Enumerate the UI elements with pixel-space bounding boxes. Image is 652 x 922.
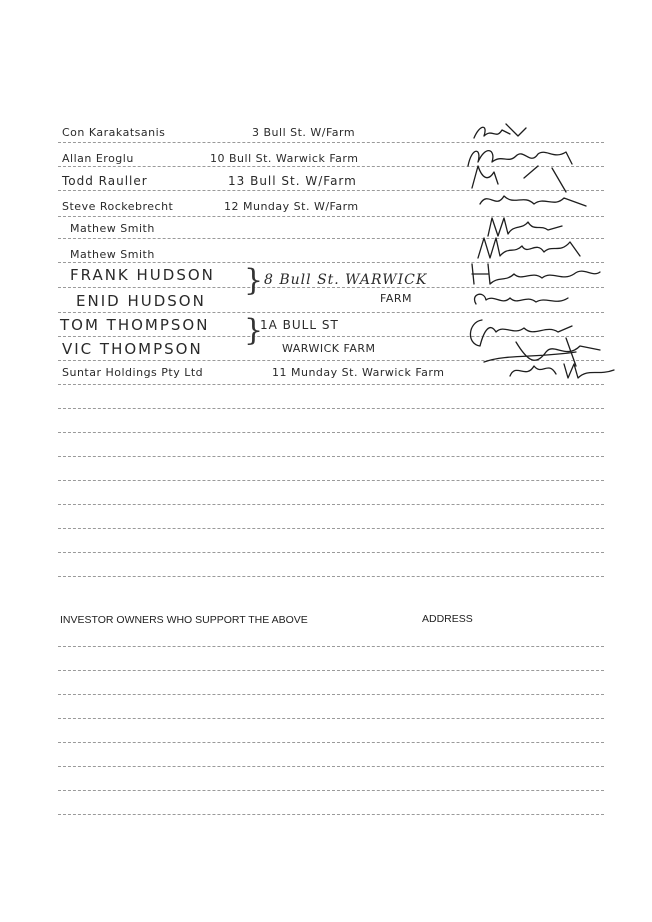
entry-address: 3 Bull St. W/Farm — [252, 126, 356, 139]
ruled-line — [58, 646, 604, 647]
ruled-line — [58, 670, 604, 671]
entry-name: ENID HUDSON — [76, 292, 206, 310]
ruled-line — [58, 384, 604, 385]
entry-name: Allan Eroglu — [62, 152, 134, 165]
address-heading: ADDRESS — [422, 613, 473, 625]
investor-owners-heading: INVESTOR OWNERS WHO SUPPORT THE ABOVE — [60, 614, 308, 626]
entry-address: 10 Bull St. Warwick Farm — [210, 152, 359, 165]
ruled-line — [58, 456, 604, 457]
entry-address: 12 Munday St. W/Farm — [224, 200, 359, 213]
group-address: 8 Bull St. WARWICK — [264, 272, 428, 288]
entry-address: 11 Munday St. Warwick Farm — [272, 366, 445, 379]
ruled-line — [58, 576, 604, 577]
entry-name: Suntar Holdings Pty Ltd — [62, 366, 204, 379]
entry-name: Mathew Smith — [70, 222, 155, 235]
entry-name: VIC THOMPSON — [62, 340, 203, 358]
ruled-line — [58, 766, 604, 767]
ruled-line — [58, 790, 604, 791]
ruled-line — [58, 432, 604, 433]
group-address: FARM — [380, 292, 412, 305]
ruled-line — [58, 528, 604, 529]
ruled-line — [58, 408, 604, 409]
entry-name: Steve Rockebrecht — [62, 200, 174, 213]
group-address: WARWICK FARM — [282, 342, 376, 355]
entry-name: Mathew Smith — [70, 248, 155, 261]
entry-name: FRANK HUDSON — [70, 266, 215, 284]
entry-name: Con Karakatsanis — [62, 126, 166, 139]
entry-address: 13 Bull St. W/Farm — [228, 174, 357, 188]
group-brace: } — [244, 263, 264, 298]
group-brace: } — [244, 313, 264, 348]
ruled-line — [58, 480, 604, 481]
ruled-line — [58, 742, 604, 743]
entry-name: TOM THOMPSON — [60, 316, 210, 334]
ruled-line — [58, 814, 604, 815]
group-address: 1A BULL ST — [260, 318, 339, 332]
ruled-line — [58, 694, 604, 695]
ruled-line — [58, 718, 604, 719]
entry-name: Todd Rauller — [62, 174, 148, 188]
ruled-line — [58, 504, 604, 505]
signature — [504, 354, 624, 384]
ruled-line — [58, 552, 604, 553]
